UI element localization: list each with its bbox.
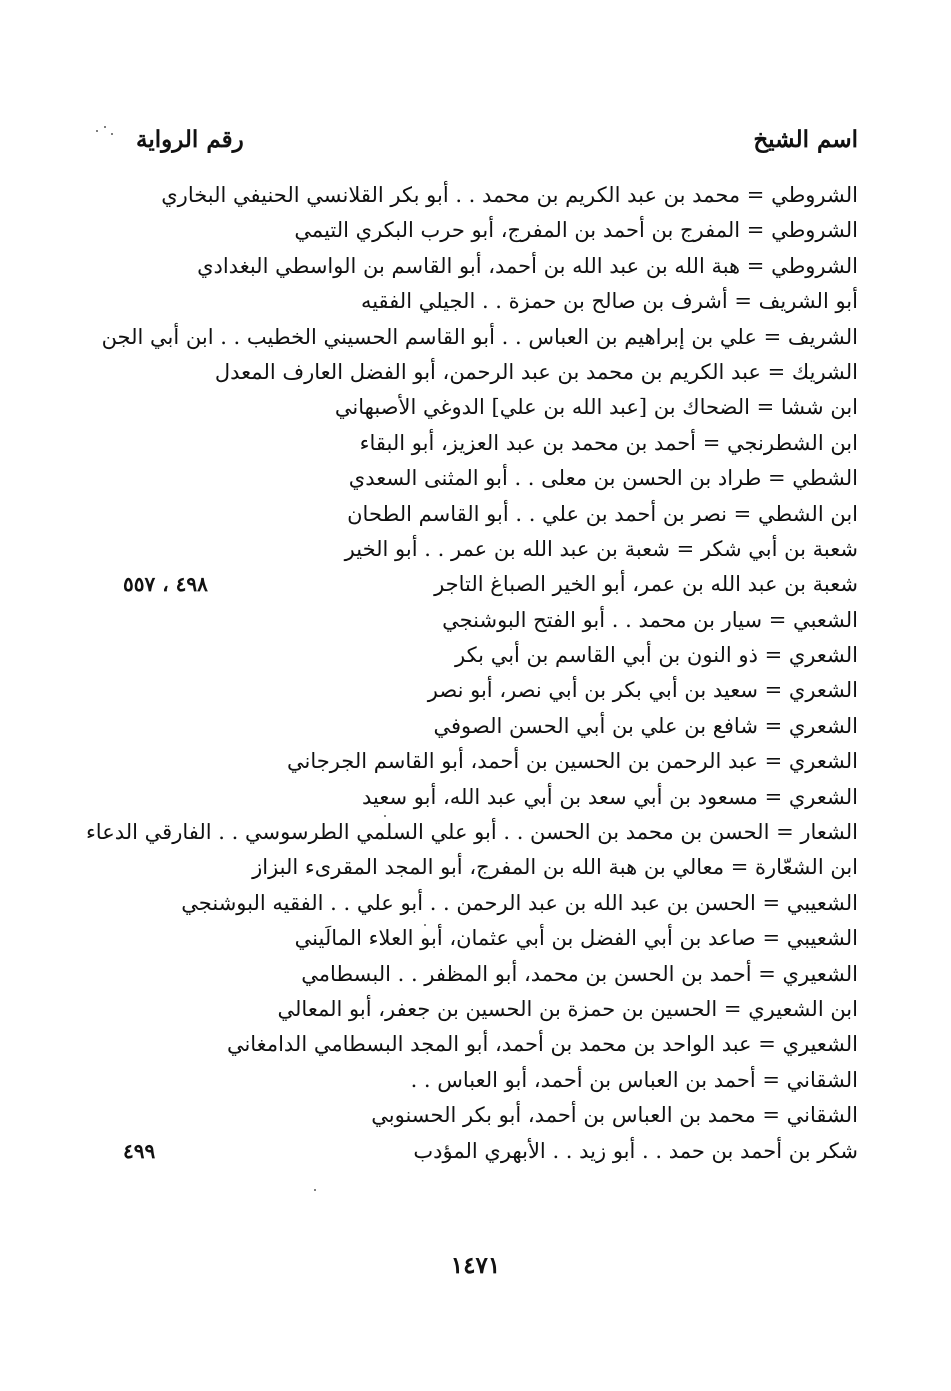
entry-name: شعبة بن عبد الله بن عمر، أبو الخير الصباغ التاجر <box>434 572 858 597</box>
index-entry <box>158 1063 858 1098</box>
entry-name: الشقاني = أحمد بن العباس بن أحمد، أبو العباس . . <box>410 1067 858 1092</box>
index-entry <box>158 638 858 673</box>
scan-speck <box>314 1189 316 1191</box>
index-entry <box>158 390 858 425</box>
entry-name: الشروطي = هبة الله بن عبد الله بن أحمد، أبو القاسم بن الواسطي البغدادي <box>197 253 858 278</box>
scan-speck <box>111 133 113 135</box>
entry-name: الشعري = مسعود بن أبي سعد بن أبي عبد الله، أبو سعيد <box>362 784 858 809</box>
entry-name: ابن الشطي = نصر بن أحمد بن علي . . أبو القاسم الطحان <box>347 501 858 526</box>
index-entry <box>85 815 858 850</box>
index-entry <box>158 284 858 319</box>
index-entry <box>158 992 858 1027</box>
index-entry <box>123 1134 858 1169</box>
index-entry <box>158 461 858 496</box>
entry-name: الشعيري = عبد الواحد بن محمد بن أحمد، أبو المجد البسطامي الدامغاني <box>226 1032 858 1057</box>
entry-ref: ٤٩٩ <box>123 1138 156 1163</box>
entry-name: الشعري = ذو النون بن أبي القاسم بن أبي بكر <box>454 643 858 668</box>
index-entry <box>158 1098 858 1133</box>
index-entry <box>158 249 858 284</box>
index-entry <box>158 709 858 744</box>
index-entry <box>158 532 858 567</box>
index-entry <box>158 957 858 992</box>
entry-name: ابن ششا = الضحاك بن [عبد الله بن علي] الدوغي الأصبهاني <box>334 395 858 420</box>
entry-name: الشروطي = المفرج بن أحمد بن المفرج، أبو حرب البكري التيمي <box>294 218 858 243</box>
entry-ref: ٤٩٨ ، ٥٥٧ <box>123 572 208 597</box>
entry-name: الشريف = علي بن إبراهيم بن العباس . . أبو القاسم الحسيني الخطيب . . ابن أبي الجن <box>101 324 858 349</box>
entry-name: الشعيبي = صاعد بن أبي الفضل بن أبي عثمان، أبو العلاء المالَيني <box>294 926 858 951</box>
entry-name: الشروطي = محمد بن عبد الكريم بن محمد . . أبو بكر القلانسي الحنيفي البخاري <box>161 183 858 207</box>
index-entry <box>158 497 858 532</box>
page-number: ١٤٧١ <box>450 1252 501 1279</box>
index-entry <box>158 744 858 779</box>
index-entry <box>158 673 858 708</box>
index-entry <box>158 921 858 956</box>
index-entry <box>101 320 858 355</box>
column-header-sheikh-name: اسم الشيخ <box>753 126 858 153</box>
sheikh-index-list <box>85 178 858 1169</box>
entry-name: شكر بن أحمد بن حمد . . أبو زيد . . الأبهري المؤدب <box>413 1138 858 1163</box>
index-entry <box>158 850 858 885</box>
entry-name: الشعيري = أحمد بن الحسن بن محمد، أبو المظفر . . البسطامي <box>301 961 858 986</box>
entry-name: ابن الشطرنجي = أحمد بن محمد بن عبد العزيز، أبو البقاء <box>359 430 858 455</box>
entry-name: الشريك = عبد الكريم بن محمد بن عبد الرحمن، أبو الفضل العارف المعدل <box>214 359 858 384</box>
index-entry <box>158 426 858 461</box>
entry-name: الشعري = شافع بن علي بن أبي الحسن الصوفي <box>433 713 858 738</box>
index-entry <box>158 603 858 638</box>
index-entry <box>158 355 858 390</box>
index-entry <box>158 213 858 248</box>
entry-name: الشعار = الحسن بن محمد بن الحسن . . أبو علي السلمي الطرسوسي . . الفارقي الدعاء <box>85 820 858 845</box>
entry-name: الشقاني = محمد بن العباس بن أحمد، أبو بكر الحسنوبي <box>371 1103 858 1128</box>
index-entry <box>123 567 858 602</box>
entry-name: الشعبي = سيار بن محمد . . أبو الفتح البوشنجي <box>442 607 858 632</box>
scan-speck <box>96 130 98 132</box>
entry-name: الشعيبي = الحسن بن عبد الله بن عبد الرحمن . . أبو علي . . الفقيه البوشنجي <box>181 890 858 915</box>
entry-name: شعبة بن أبي شكر = شعبة بن عبد الله بن عمر . . أبو الخير <box>344 536 858 561</box>
index-entry <box>158 1027 858 1062</box>
index-entry <box>158 886 858 921</box>
entry-name: الشطي = طراد بن الحسن بن معلى . . أبو المثنى السعدي <box>348 466 858 491</box>
scan-speck <box>104 126 106 128</box>
scan-speck <box>424 924 426 926</box>
column-header-narration-number: رقم الرواية <box>136 126 244 153</box>
scan-speck <box>384 815 386 817</box>
entry-name: الشعري = عبد الرحمن بن الحسين بن أحمد، أبو القاسم الجرجاني <box>286 749 858 774</box>
entry-name: ابن الشعّارة = معالي بن هبة الله بن المفرج، أبو المجد المقرىء البزاز <box>252 855 858 880</box>
index-entry <box>158 780 858 815</box>
index-entry <box>158 178 858 213</box>
entry-name: ابن الشعيري = الحسين بن حمزة بن الحسين بن جعفر، أبو المعالي <box>277 996 858 1021</box>
entry-name: الشعري = سعيد بن أبي بكر بن أبي نصر، أبو نصر <box>427 678 858 703</box>
entry-name: أبو الشريف = أشرف بن صالح بن حمزة . . الجيلي الفقيه <box>360 289 858 314</box>
